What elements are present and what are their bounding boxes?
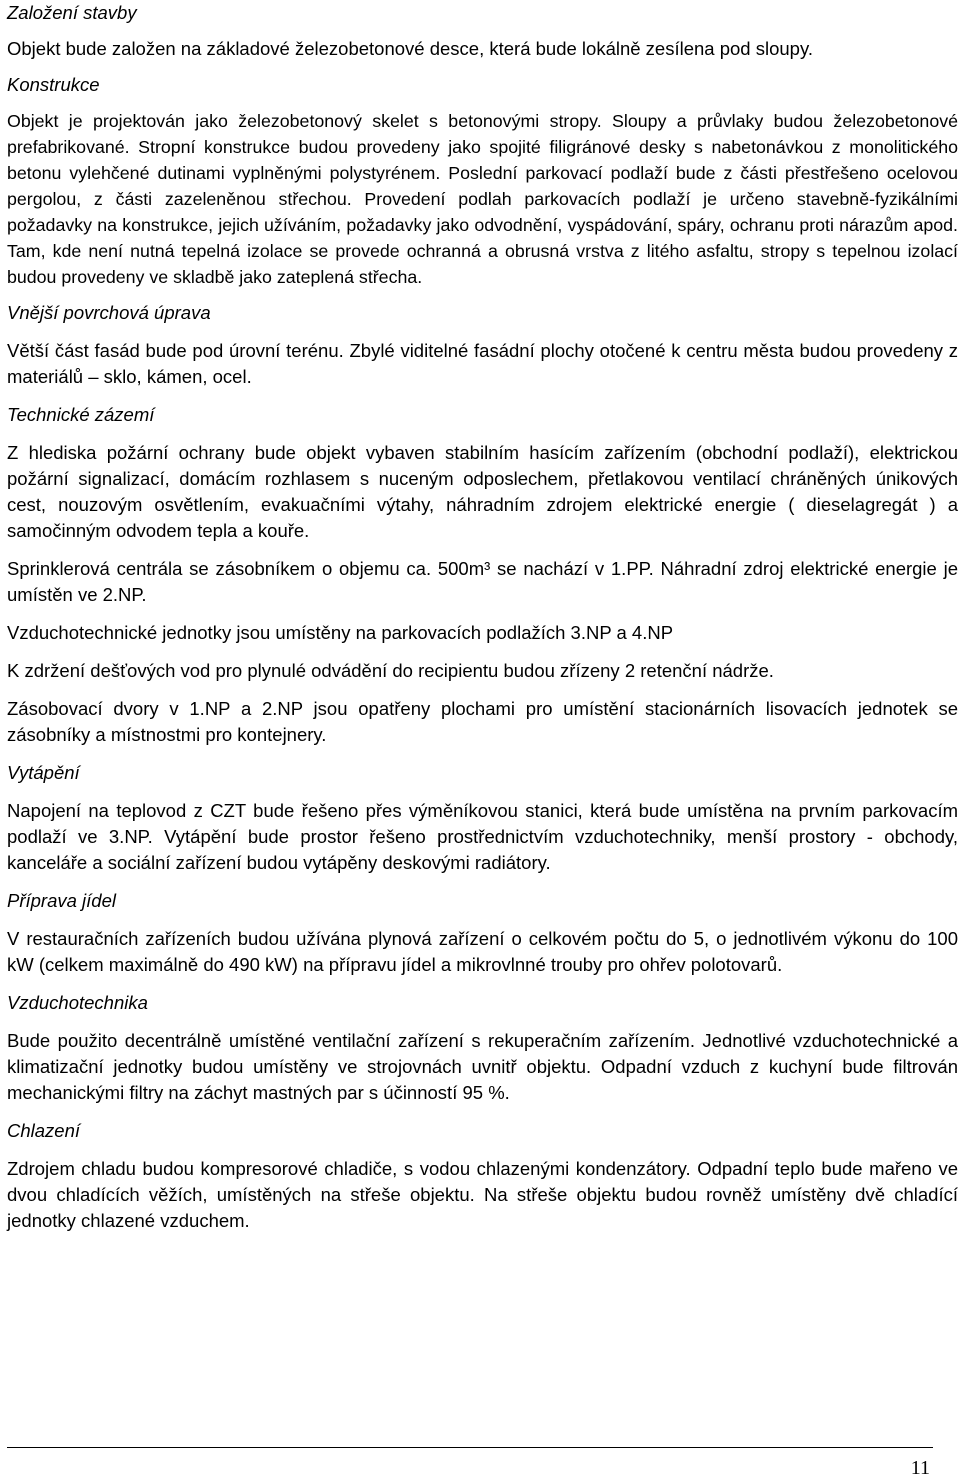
- paragraph-vytapeni: Napojení na teplovod z CZT bude řešeno přes výměníkovou stanici, která bude umístěna na prvním parkovacím podlaží ve 3.NP. Vytápění bude prostor řešeno prostřednictvím vzduchotechniky, menší prostory - obchody, kanceláře a sociální zařízení budou vytápěny deskovými radiátory.: [7, 800, 958, 873]
- paragraph-chlazeni: Zdrojem chladu budou kompresorové chladiče, s vodou chlazenými kondenzátory. Odpadní teplo bude mařeno ve dvou chladících věžích, umístěných na střeše objektu. Na střeše objektu budou rovněž umístěny dvě chladící jednotky chlazené vzduchem.: [7, 1158, 958, 1231]
- section-heading-chlazeni: Chlazení: [7, 1120, 81, 1141]
- paragraph-technicke-zazemi-2: Sprinklerová centrála se zásobníkem o objemu ca. 500m³ se nachází v 1.PP. Náhradní zdroj elektrické energie je umístěn ve 2.NP.: [7, 558, 958, 605]
- footer-rule: [7, 1447, 933, 1448]
- section-heading-zalozeni-stavby: Založení stavby: [7, 2, 137, 23]
- paragraph-technicke-zazemi-4: K zdržení dešťových vod pro plynulé odvádění do recipientu budou zřízeny 2 retenční nádrže.: [7, 660, 774, 681]
- section-heading-vytapeni: Vytápění: [7, 762, 80, 783]
- page-number: 11: [910, 1457, 930, 1479]
- section-heading-technicke-zazemi: Technické zázemí: [7, 404, 155, 425]
- section-heading-vnejsi-povrchova-uprava: Vnější povrchová úprava: [7, 302, 211, 323]
- paragraph-vzduchotechnika: Bude použito decentrálně umístěné ventilační zařízení s rekuperačním zařízením. Jednotlivé vzduchotechnické a klimatizační jednotky budou umístěny ve strojovnách uvnitř objektu. Odpadní vzduch z kuchyní bude filtrován mechanickými filtry na záchyt mastných par s účinností 95 %.: [7, 1030, 958, 1103]
- paragraph-zalozeni-stavby: Objekt bude založen na základové železobetonové desce, která bude lokálně zesílena pod sloupy.: [7, 38, 813, 59]
- paragraph-konstrukce: Objekt je projektován jako železobetonový skelet s betonovými stropy. Sloupy a průvlaky budou železobetonové prefabrikované. Stropní konstrukce budou provedeny jako spojité filigránové desky s nabetonávkou z monolitického betonu vylehčené dutinami vyplněnými polystyrénem. Poslední parkovací podlaží bude z části přestřešeno ocelovou pergolou, z části zazeleněnou střechou. Provedení podlah parkovacích podlaží je určeno stavebně-fyzikálními požadavky na konstrukce, jejich užíváním, požadavky jako odvodnění, vyspádování, spáry, ochranu proti nárazům apod. Tam, kde není nutná tepelná izolace se provede ochranná a obrusná vrstva z litého asfaltu, stropy s tepelnou izolací budou provedeny ve skladbě jako zateplená střecha.: [7, 111, 958, 287]
- paragraph-technicke-zazemi-1: Z hlediska požární ochrany bude objekt vybaven stabilním hasícím zařízením (obchodní podlaží), elektrickou požární signalizací, domácím rozhlasem s nuceným odposlechem, přetlakovou ventilací chráněných únikových cest, nouzovým osvětlením, evakuačními výtahy, náhradním zdrojem elektrické energie ( dieselagregát ) a samočinným odvodem tepla a kouře.: [7, 442, 958, 541]
- section-heading-konstrukce: Konstrukce: [7, 74, 100, 95]
- paragraph-priprava-jidel: V restauračních zařízeních budou užívána plynová zařízení o celkovém počtu do 5, o jednotlivém výkonu do 100 kW (celkem maximálně do 490 kW) na přípravu jídel a mikrovlnné trouby pro ohřev polotovarů.: [7, 928, 958, 975]
- section-heading-vzduchotechnika: Vzduchotechnika: [7, 992, 148, 1013]
- section-heading-priprava-jidel: Příprava jídel: [7, 890, 116, 911]
- paragraph-technicke-zazemi-3: Vzduchotechnické jednotky jsou umístěny na parkovacích podlažích 3.NP a 4.NP: [7, 622, 674, 643]
- paragraph-vnejsi-povrchova-uprava: Větší část fasád bude pod úrovní terénu. Zbylé viditelné fasádní plochy otočené k centru města budou provedeny z materiálů – sklo, kámen, ocel.: [7, 340, 958, 387]
- document-page: [7, 0, 958, 1234]
- paragraph-technicke-zazemi-5: Zásobovací dvory v 1.NP a 2.NP jsou opatřeny plochami pro umístění stacionárních lisovacích jednotek se zásobníky a místnostmi pro kontejnery.: [7, 698, 958, 745]
